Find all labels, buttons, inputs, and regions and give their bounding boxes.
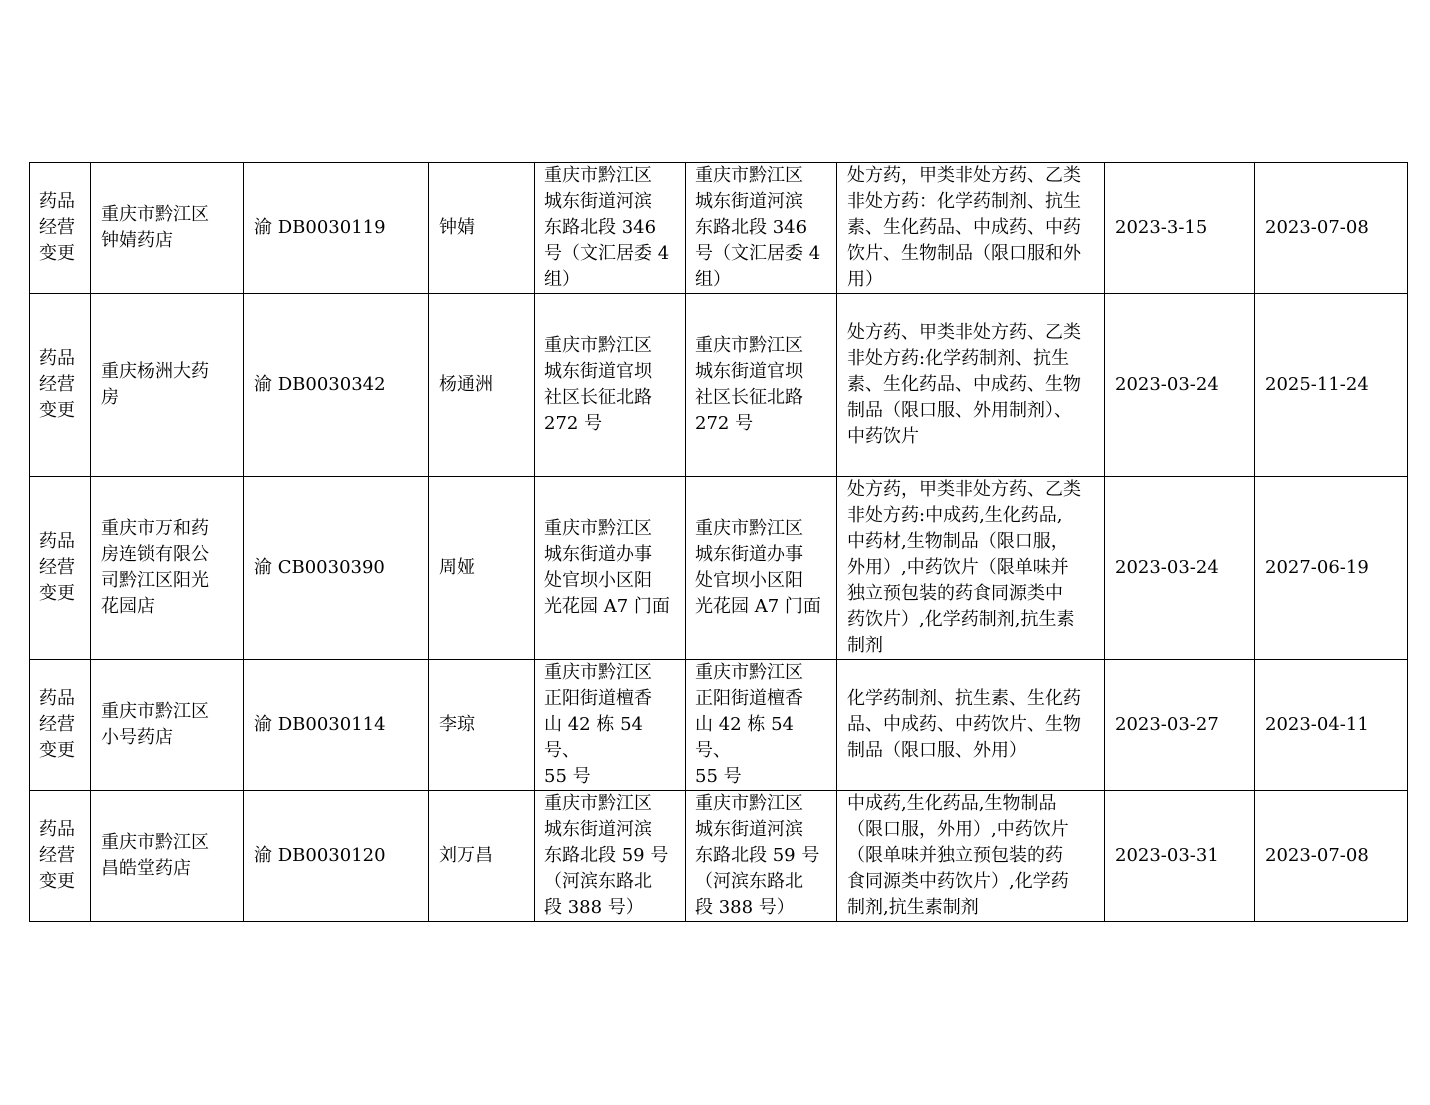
enterprise-name-cell: 重庆市万和药 房连锁有限公 司黔江区阳光 花园店 bbox=[91, 477, 244, 660]
license-number-cell: 渝 DB0030342 bbox=[244, 294, 429, 477]
business-scope-cell: 处方药，甲类非处方药、乙类 非处方药：化学药制剂、抗生 素、生化药品、中成药、中药 饮片、生物制品（限口服和外 用） bbox=[837, 163, 1105, 294]
warehouse-address-cell: 重庆市黔江区 城东街道河滨 东路北段 59 号 （河滨东路北 段 388 号） bbox=[686, 791, 837, 922]
business-scope-cell: 中成药,生化药品,生物制品 （限口服，外用）,中药饮片 （限单味并独立预包装的药 食同源类中药饮片）,化学药 制剂,抗生素制剂 bbox=[837, 791, 1105, 922]
license-number-cell: 渝 DB0030119 bbox=[244, 163, 429, 294]
business-type-cell: 药品 经营 变更 bbox=[30, 477, 91, 660]
table-row bbox=[30, 294, 1408, 477]
license-number-cell: 渝 DB0030114 bbox=[244, 660, 429, 791]
legal-person-cell: 李琼 bbox=[429, 660, 535, 791]
legal-person-cell: 周娅 bbox=[429, 477, 535, 660]
valid-until-cell: 2027-06-19 bbox=[1255, 477, 1408, 660]
change-date-cell: 2023-03-24 bbox=[1105, 477, 1255, 660]
business-type-cell: 药品 经营 变更 bbox=[30, 660, 91, 791]
valid-until-cell: 2023-07-08 bbox=[1255, 791, 1408, 922]
change-date-cell: 2023-03-24 bbox=[1105, 294, 1255, 477]
enterprise-name-cell: 重庆市黔江区 钟婧药店 bbox=[91, 163, 244, 294]
legal-person-cell: 钟婧 bbox=[429, 163, 535, 294]
change-date-cell: 2023-03-31 bbox=[1105, 791, 1255, 922]
enterprise-name-cell: 重庆杨洲大药 房 bbox=[91, 294, 244, 477]
registered-address-cell: 重庆市黔江区 城东街道河滨 东路北段 59 号 （河滨东路北 段 388 号） bbox=[535, 791, 686, 922]
table-row bbox=[30, 791, 1408, 922]
warehouse-address-cell: 重庆市黔江区 城东街道办事 处官坝小区阳 光花园 A7 门面 bbox=[686, 477, 837, 660]
warehouse-address-cell: 重庆市黔江区 城东街道河滨 东路北段 346 号（文汇居委 4 组） bbox=[686, 163, 837, 294]
warehouse-address-cell: 重庆市黔江区 正阳街道檀香 山 42 栋 54 号、 55 号 bbox=[686, 660, 837, 791]
license-change-table bbox=[29, 162, 1408, 922]
registered-address-cell: 重庆市黔江区 城东街道河滨 东路北段 346 号（文汇居委 4 组） bbox=[535, 163, 686, 294]
business-type-cell: 药品 经营 变更 bbox=[30, 791, 91, 922]
warehouse-address-cell: 重庆市黔江区 城东街道官坝 社区长征北路 272 号 bbox=[686, 294, 837, 477]
registered-address-cell: 重庆市黔江区 城东街道办事 处官坝小区阳 光花园 A7 门面 bbox=[535, 477, 686, 660]
valid-until-cell: 2023-07-08 bbox=[1255, 163, 1408, 294]
valid-until-cell: 2023-04-11 bbox=[1255, 660, 1408, 791]
license-number-cell: 渝 CB0030390 bbox=[244, 477, 429, 660]
business-scope-cell: 处方药、甲类非处方药、乙类 非处方药:化学药制剂、抗生 素、生化药品、中成药、生物 制品（限口服、外用制剂）、 中药饮片 bbox=[837, 294, 1105, 477]
license-number-cell: 渝 DB0030120 bbox=[244, 791, 429, 922]
table-row bbox=[30, 477, 1408, 660]
table-row bbox=[30, 163, 1408, 294]
registered-address-cell: 重庆市黔江区 城东街道官坝 社区长征北路 272 号 bbox=[535, 294, 686, 477]
enterprise-name-cell: 重庆市黔江区 昌皓堂药店 bbox=[91, 791, 244, 922]
business-scope-cell: 处方药，甲类非处方药、乙类 非处方药:中成药,生化药品, 中药材,生物制品（限口服， 外用）,中药饮片（限单味并 独立预包装的药食同源类中 药饮片）,化学药制剂,抗生素 制剂 bbox=[837, 477, 1105, 660]
table-row bbox=[30, 660, 1408, 791]
valid-until-cell: 2025-11-24 bbox=[1255, 294, 1408, 477]
change-date-cell: 2023-03-27 bbox=[1105, 660, 1255, 791]
enterprise-name-cell: 重庆市黔江区 小号药店 bbox=[91, 660, 244, 791]
business-type-cell: 药品 经营 变更 bbox=[30, 163, 91, 294]
business-type-cell: 药品 经营 变更 bbox=[30, 294, 91, 477]
legal-person-cell: 刘万昌 bbox=[429, 791, 535, 922]
business-scope-cell: 化学药制剂、抗生素、生化药 品、中成药、中药饮片、生物 制品（限口服、外用） bbox=[837, 660, 1105, 791]
change-date-cell: 2023-3-15 bbox=[1105, 163, 1255, 294]
legal-person-cell: 杨通洲 bbox=[429, 294, 535, 477]
registered-address-cell: 重庆市黔江区 正阳街道檀香 山 42 栋 54 号、 55 号 bbox=[535, 660, 686, 791]
